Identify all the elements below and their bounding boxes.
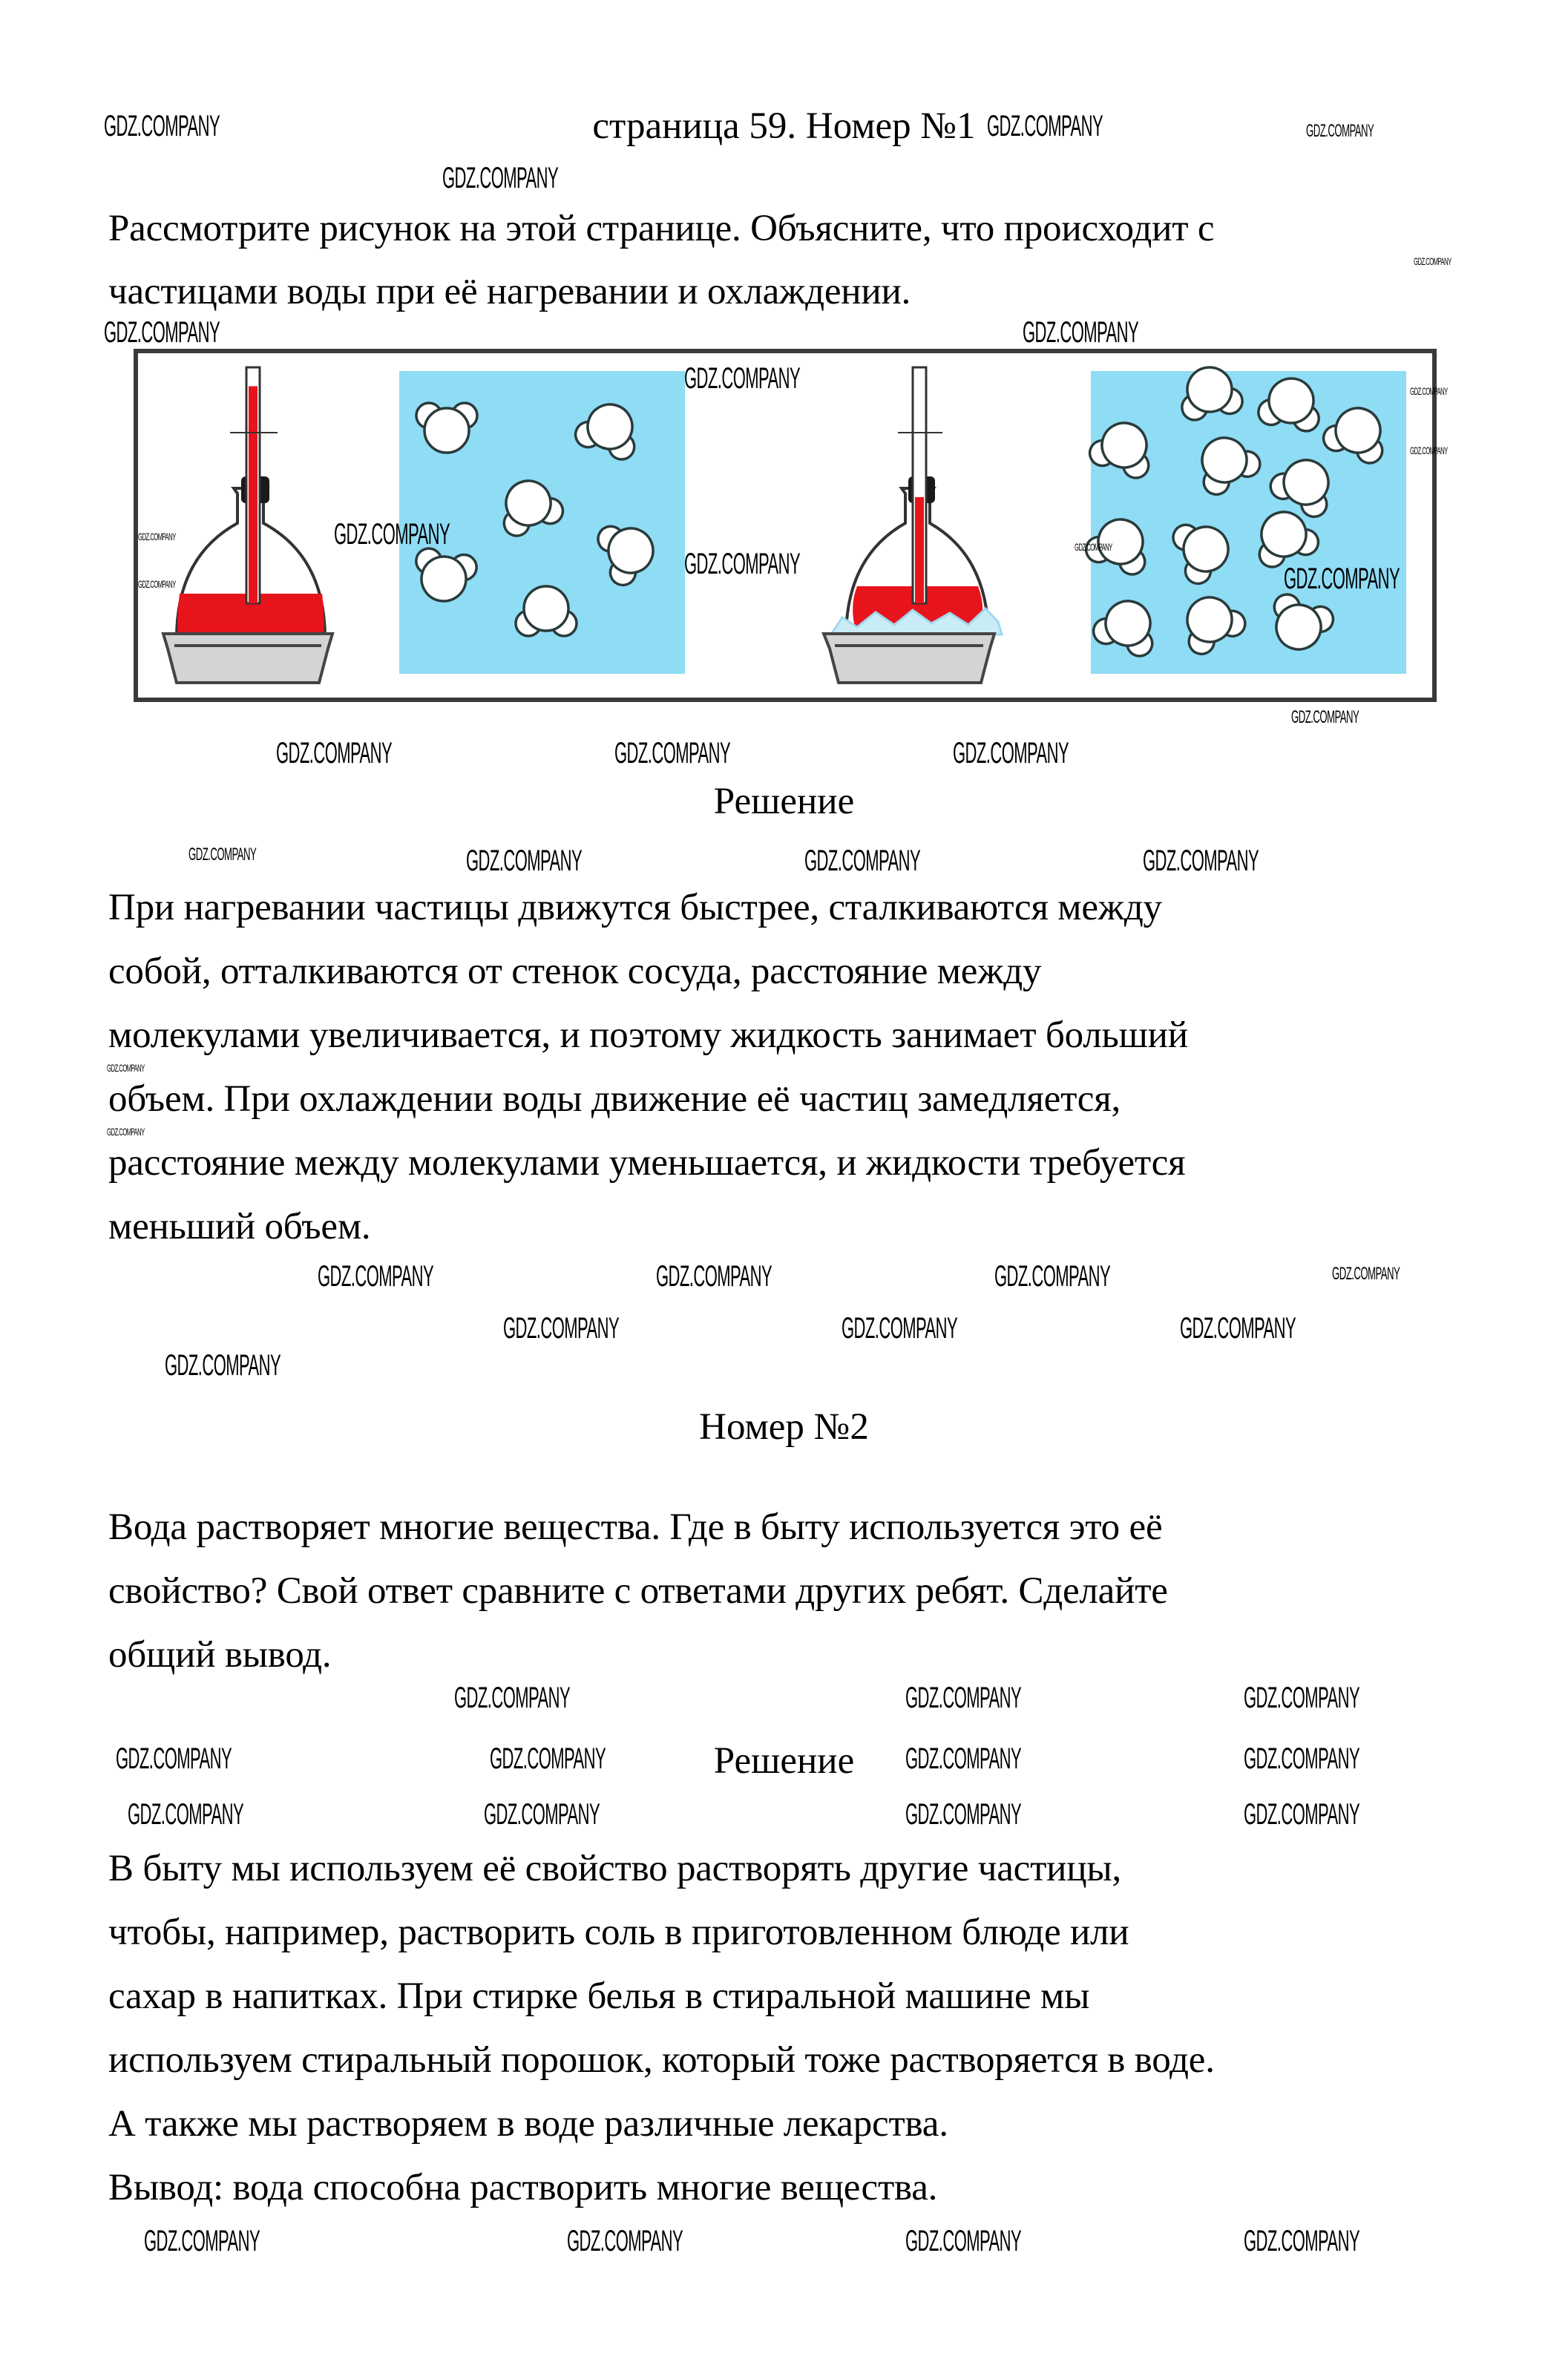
task1-answer-line-6: меньший объем. — [108, 1206, 371, 1247]
watermark-text: GDZ.COMPANY — [1306, 121, 1374, 141]
task1-answer-line-5: расстояние между молекулами уменьшается, и жидкости требуется — [108, 1142, 1186, 1184]
tray-right — [824, 634, 994, 683]
task1-answer-line-4: объем. При охлаждении воды движение её частиц замедляется, — [108, 1078, 1121, 1120]
water-heating-cooling-figure — [134, 349, 1437, 702]
watermark-text: GDZ.COMPANY — [994, 1260, 1111, 1293]
watermark-text: GDZ.COMPANY — [276, 737, 393, 770]
watermark-text: GDZ.COMPANY — [454, 1682, 571, 1714]
watermark-text: GDZ.COMPANY — [484, 1798, 600, 1831]
thermometer-right-column — [915, 497, 924, 603]
watermark-text: GDZ.COMPANY — [138, 578, 176, 590]
watermark-text: GDZ.COMPANY — [987, 110, 1103, 142]
task2-answer-line-6: Вывод: вода способна растворить многие вещества. — [108, 2167, 938, 2208]
task2-answer-line-3: сахар в напитках. При стирке белья в стиральной машине мы — [108, 1975, 1090, 2017]
watermark-text: GDZ.COMPANY — [188, 844, 257, 865]
thermometer-left-column — [249, 386, 257, 603]
watermark-text: GDZ.COMPANY — [905, 1798, 1022, 1831]
task1-question-line-1: Рассмотрите рисунок на этой странице. Объясните, что происходит с — [108, 208, 1215, 249]
watermark-text: GDZ.COMPANY — [905, 1682, 1022, 1714]
watermark-text: GDZ.COMPANY — [1244, 1682, 1360, 1714]
task2-solution-label: Решение — [713, 1740, 855, 1782]
watermark-text: GDZ.COMPANY — [442, 162, 559, 194]
watermark-text: GDZ.COMPANY — [138, 531, 176, 542]
task2-heading: Номер №2 — [699, 1406, 869, 1448]
watermark-text: GDZ.COMPANY — [567, 2225, 683, 2257]
watermark-text: GDZ.COMPANY — [614, 737, 731, 770]
watermark-text: GDZ.COMPANY — [1244, 1798, 1360, 1831]
watermark-text: GDZ.COMPANY — [1075, 541, 1112, 553]
watermark-text: GDZ.COMPANY — [1410, 445, 1448, 456]
watermark-text: GDZ.COMPANY — [1244, 1742, 1360, 1775]
watermark-text: GDZ.COMPANY — [144, 2225, 260, 2257]
watermark-text: GDZ.COMPANY — [503, 1312, 620, 1345]
watermark-text: GDZ.COMPANY — [684, 548, 801, 580]
watermark-text: GDZ.COMPANY — [1023, 316, 1139, 349]
watermark-text: GDZ.COMPANY — [318, 1260, 434, 1293]
watermark-text: GDZ.COMPANY — [1332, 1264, 1400, 1284]
watermark-text: GDZ.COMPANY — [128, 1798, 244, 1831]
watermark-text: GDZ.COMPANY — [804, 844, 921, 877]
task2-question-line-2: свойство? Свой ответ сравните с ответами других ребят. Сделайте — [108, 1570, 1168, 1612]
watermark-text: GDZ.COMPANY — [104, 110, 220, 142]
watermark-text: GDZ.COMPANY — [1284, 563, 1400, 595]
page-title: страница 59. Номер №1 — [592, 105, 976, 147]
watermark-text: GDZ.COMPANY — [905, 1742, 1022, 1775]
task2-answer-line-4: используем стиральный порошок, который тоже растворяется в воде. — [108, 2039, 1215, 2081]
task1-answer-line-1: При нагревании частицы движутся быстрее, сталкиваются между — [108, 887, 1162, 928]
watermark-text: GDZ.COMPANY — [1143, 844, 1259, 877]
watermark-text: GDZ.COMPANY — [490, 1742, 606, 1775]
watermark-text: GDZ.COMPANY — [165, 1349, 281, 1382]
watermark-text: GDZ.COMPANY — [1410, 385, 1448, 397]
watermark-text: GDZ.COMPANY — [1414, 255, 1451, 267]
task1-answer-line-3: молекулами увеличивается, и поэтому жидкость занимает больший — [108, 1014, 1188, 1056]
task2-question-line-3: общий вывод. — [108, 1634, 332, 1676]
watermark-text: GDZ.COMPANY — [842, 1312, 958, 1345]
watermark-text: GDZ.COMPANY — [684, 362, 801, 395]
watermark-text: GDZ.COMPANY — [905, 2225, 1022, 2257]
task1-answer-line-2: собой, отталкиваются от стенок сосуда, расстояние между — [108, 951, 1042, 992]
task1-question-line-2: частицами воды при её нагревании и охлаждении. — [108, 271, 911, 312]
watermark-text: GDZ.COMPANY — [107, 1062, 145, 1074]
task2-question-line-1: Вода растворяет многие вещества. Где в быту используется это её — [108, 1506, 1163, 1548]
task2-answer-line-5: А также мы растворяем в воде различные лекарства. — [108, 2103, 948, 2145]
watermark-text: GDZ.COMPANY — [1244, 2225, 1360, 2257]
task2-answer-line-2: чтобы, например, растворить соль в приготовленном блюде или — [108, 1912, 1129, 1953]
watermark-text: GDZ.COMPANY — [656, 1260, 772, 1293]
watermark-text: GDZ.COMPANY — [116, 1742, 232, 1775]
tray-left — [163, 634, 332, 683]
task1-solution-label: Решение — [713, 781, 855, 822]
watermark-text: GDZ.COMPANY — [466, 844, 583, 877]
watermark-text: GDZ.COMPANY — [1291, 707, 1359, 727]
watermark-text: GDZ.COMPANY — [1180, 1312, 1296, 1345]
watermark-text: GDZ.COMPANY — [107, 1126, 145, 1138]
task2-answer-line-1: В быту мы используем её свойство растворять другие частицы, — [108, 1848, 1121, 1889]
watermark-text: GDZ.COMPANY — [953, 737, 1069, 770]
watermark-text: GDZ.COMPANY — [104, 316, 220, 349]
watermark-text: GDZ.COMPANY — [334, 518, 450, 551]
